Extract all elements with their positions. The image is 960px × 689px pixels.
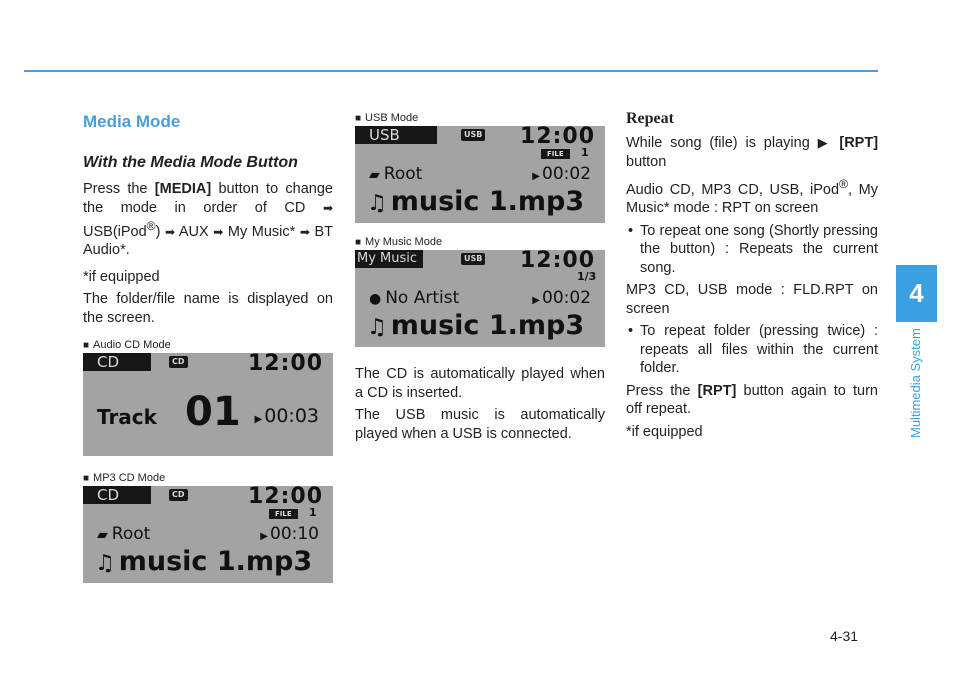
if-equipped-note: *if equipped	[626, 423, 703, 440]
cd-auto-paragraph: The CD is automatically played when a CD is inserted.	[355, 366, 605, 401]
file-number: 1	[309, 506, 317, 520]
repeat-bullet-folder: • To repeat folder (pressing twice) : repeats all files within the current folder.	[626, 322, 878, 378]
mp3-cd-caption	[83, 472, 333, 484]
intro-text: My Music*	[227, 223, 296, 240]
play-icon: ▶	[532, 295, 540, 306]
intro-text: AUX	[178, 223, 209, 240]
song-name: music 1.mp3	[390, 186, 585, 217]
rpt-key-label: [RPT]	[839, 135, 879, 151]
intro-text: )	[155, 223, 161, 240]
mode-label: USB	[369, 126, 400, 144]
repeat-modes	[626, 175, 878, 218]
usb-badge: USB	[461, 253, 485, 265]
column-middle	[355, 112, 605, 447]
repeat-text: Press the	[626, 382, 691, 399]
repeat-text: While song (file) is playing	[626, 135, 810, 151]
intro-text: USB(iPod	[83, 223, 147, 240]
usb-auto-paragraph: The USB music is automatically played when a USB is connected.	[355, 407, 605, 442]
intro-paragraph	[83, 180, 333, 260]
usb-caption	[355, 112, 605, 124]
chapter-tab	[896, 265, 937, 322]
time-value: 00:10	[270, 524, 319, 545]
repeat-off-text	[626, 382, 878, 419]
play-icon: ▶	[254, 414, 263, 426]
clock: 12:00	[247, 486, 323, 510]
cd-badge: CD	[169, 489, 188, 501]
mode-label: My Music	[357, 251, 418, 266]
my-music-caption	[355, 236, 605, 248]
audio-cd-caption	[83, 339, 333, 351]
folder-name: Root	[111, 524, 151, 545]
repeat-text: button again to turn off repeat.	[626, 382, 878, 418]
artist-row	[369, 288, 459, 308]
section-title: Media Mode	[83, 112, 181, 131]
column-left	[83, 108, 333, 583]
clock: 12:00	[519, 250, 595, 273]
audio-cd-screen	[83, 353, 333, 456]
repeat-text: Audio CD, MP3 CD, USB, iPod	[626, 181, 840, 198]
time-value: 00:02	[542, 288, 591, 308]
cd-badge: CD	[169, 356, 188, 368]
play-icon: ▶	[532, 171, 540, 182]
song-row	[367, 186, 584, 217]
track-number: 01	[185, 389, 241, 436]
intro-text: button to change	[218, 181, 333, 197]
top-rule	[24, 70, 878, 72]
subsection-title: With the Media Mode Button	[83, 154, 298, 171]
elapsed-time	[255, 405, 319, 427]
file-tag: FILE	[541, 149, 570, 159]
intro-text: Press the	[83, 181, 148, 197]
caption-text: USB Mode	[365, 112, 419, 124]
page-number: 4-31	[830, 628, 859, 644]
folder-row	[369, 164, 422, 184]
time-value: 00:03	[264, 405, 319, 428]
track-count: 1/3	[577, 270, 597, 283]
chapter-label: Multimedia System	[908, 328, 923, 438]
time-value: 00:02	[542, 164, 591, 184]
folder-icon: ▰	[369, 167, 380, 183]
elapsed-time	[260, 524, 319, 544]
folder-paragraph: The folder/file name is displayed on the screen.	[83, 291, 333, 326]
arrow-right-icon: ➡	[213, 224, 224, 239]
usb-badge: USB	[461, 129, 485, 141]
caption-text: MP3 CD Mode	[93, 472, 166, 485]
mp3-cd-screen	[83, 486, 333, 583]
my-music-screen	[355, 250, 605, 347]
square-bullet-icon: ■	[83, 340, 90, 352]
play-triangle-icon: ▶	[817, 135, 832, 150]
intro-text: the mode in order of CD	[83, 199, 306, 216]
arrow-right-icon: ➡	[299, 224, 310, 239]
folder-icon: ▰	[97, 527, 108, 544]
song-name: music 1.mp3	[118, 546, 313, 578]
repeat-intro	[626, 134, 878, 171]
song-row	[95, 546, 312, 577]
repeat-text: , My Music* mode : RPT on screen	[626, 181, 878, 217]
music-note-icon: ♫	[367, 191, 387, 216]
chapter-label-container	[906, 318, 928, 438]
column-right	[626, 108, 878, 445]
person-icon: ●	[369, 291, 382, 307]
song-name: music 1.mp3	[390, 310, 585, 341]
folder-row	[97, 524, 150, 544]
square-bullet-icon: ■	[355, 113, 362, 124]
intro-text: BT Audio*.	[83, 223, 334, 259]
rpt-key-label: [RPT]	[697, 382, 737, 399]
chapter-number: 4	[909, 278, 924, 308]
square-bullet-icon: ■	[83, 473, 90, 485]
arrow-right-icon: ➡	[165, 224, 176, 239]
caption-text: Audio CD Mode	[93, 339, 171, 352]
track-label: Track	[97, 405, 157, 430]
repeat-bullet-song: • To repeat one song (Shortly pressing the button) : Repeats the current song.	[626, 222, 878, 278]
square-bullet-icon: ■	[355, 237, 362, 248]
registered-mark: ®	[839, 177, 848, 191]
artist-name: No Artist	[385, 288, 460, 308]
if-equipped-note: *if equipped	[83, 268, 160, 285]
clock: 12:00	[247, 353, 323, 377]
registered-mark: ®	[146, 219, 156, 233]
mode-label: CD	[97, 486, 120, 505]
repeat-text: button	[626, 153, 667, 170]
folder-name: Root	[383, 164, 423, 184]
file-tag: FILE	[269, 509, 298, 519]
play-icon: ▶	[260, 531, 268, 543]
fld-rpt-text: MP3 CD, USB mode : FLD.RPT on screen	[626, 282, 878, 317]
music-note-icon: ♫	[367, 315, 387, 340]
repeat-title: Repeat	[626, 110, 674, 127]
elapsed-time	[532, 164, 591, 184]
media-key-label: [MEDIA]	[154, 181, 212, 197]
music-note-icon: ♫	[95, 551, 115, 577]
usb-screen	[355, 126, 605, 223]
clock: 12:00	[519, 126, 595, 149]
mode-label: CD	[97, 353, 120, 372]
file-number: 1	[581, 146, 589, 159]
caption-text: My Music Mode	[365, 236, 443, 248]
arrow-right-icon: ➡	[322, 200, 333, 215]
elapsed-time	[532, 288, 591, 308]
song-row	[367, 310, 584, 341]
